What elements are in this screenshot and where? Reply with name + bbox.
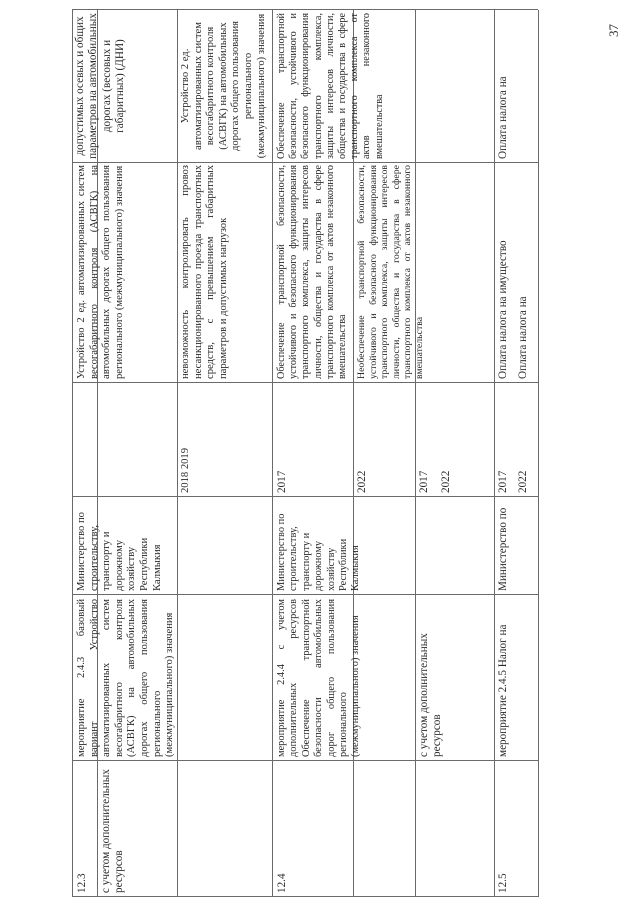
table-cell-measure: мероприятие 2.4.5 Налог на <box>497 624 509 757</box>
table-cell-start: 2017 <box>418 470 430 493</box>
row-divider <box>494 10 495 897</box>
table-cell-links: допустимых осевых и общих параметров на автомобильных дорогах (весовых и габаритных) (ДНИ) <box>74 13 127 159</box>
row-divider <box>415 10 416 897</box>
column-divider <box>72 382 538 383</box>
table-cell-executor: Министерство по <box>497 507 509 591</box>
row-divider <box>177 10 178 897</box>
column-divider <box>72 496 538 497</box>
table-cell-measure: с учетом дополнительных ресурсов <box>100 769 126 893</box>
column-divider <box>72 594 538 595</box>
table-border-right <box>72 9 538 10</box>
table-cell-consequences: невозможность контролировать провоз несанкционированного проезда транспортных средств, с превышением габаритных параметров и допустимых нагрузок <box>180 165 229 379</box>
table-cell-start: 2017 <box>276 470 288 493</box>
table-border-top <box>72 10 73 897</box>
table-cell-result: Устройство 2 ед. автоматизированных систем весогабаритного контроля (АСВГК) на автомобильных дорогах общего пользования регионального (межмуниципального) значения <box>76 165 125 379</box>
table-cell-result: Обеспечение транспортной безопасности, устойчивого и безопасного функционирования транспортного комплекса, защиты интересов личности, общества и государства в сфере транспортного комплекса от актов незаконного вмешательства <box>276 165 349 379</box>
table-border-left <box>72 896 538 897</box>
table-cell-end: 2022 <box>440 470 452 493</box>
table-cell-links: Устройство 2 ед. автоматизированных систем весогабаритного контроля (АСВГК) на автомобильных дорогах общего пользования регионального (межмуниципального) значения <box>180 13 267 159</box>
table-cell-measure: мероприятие 2.4.4 с учетом дополнительных ресурсов Обеспечение транспортной безопасности автомобильных дорог общего пользования регионального (межмуниципального) значения <box>276 599 362 757</box>
table-cell-consequences: Необеспечение транспортной безопасности, устойчивого и безопасного функционирования транспортного комплекса, защиты интересов личности, общества и государства в сфере транспортного комплекса от актов незаконного вмешательства <box>356 165 425 379</box>
table-cell-executor: Министерство по строительству, транспорту и дорожному хозяйству Республики Калмыкия <box>276 513 362 591</box>
table-cell-consequences: Оплата налога на <box>517 296 529 379</box>
table-cell-start: 2018 2019 <box>180 447 191 493</box>
page-number: 37 <box>606 24 621 37</box>
table-cell-executor: Министерство по строительству, транспорту и дорожному хозяйству Республики Калмыкия <box>76 512 163 591</box>
row-divider <box>272 10 273 897</box>
table-cell-start: 2017 <box>497 470 509 493</box>
table-cell-result: Оплата налога на имущество <box>497 240 509 379</box>
column-divider <box>72 162 538 163</box>
column-divider <box>72 760 538 761</box>
table-cell-links: Оплата налога на <box>497 76 509 159</box>
row-number: 12.4 <box>276 873 288 893</box>
table-cell-measure: мероприятие 2.4.3 базовый вариант Устройство автоматизированных систем весогабаритного контроля (АСВГК) на автомобильных дорогах общего пользования регионального (межмуниципального) значения <box>76 599 176 757</box>
table-cell-end: 2022 <box>517 470 529 493</box>
table-cell-end: 2022 <box>356 470 368 493</box>
table-cell-links: Обеспечение транспортной безопасности, устойчивого и безопасного функционирования транспортного комплекса, защиты интересов личности, общества и государства в сфере транспортного комплекса от актов незаконного вмешательства <box>276 13 385 159</box>
table-cell-measure: с учетом дополнительных ресурсов <box>418 633 444 757</box>
row-number: 12.5 <box>497 873 509 893</box>
table-border-bottom <box>538 10 539 897</box>
row-number: 12.3 <box>76 873 88 893</box>
